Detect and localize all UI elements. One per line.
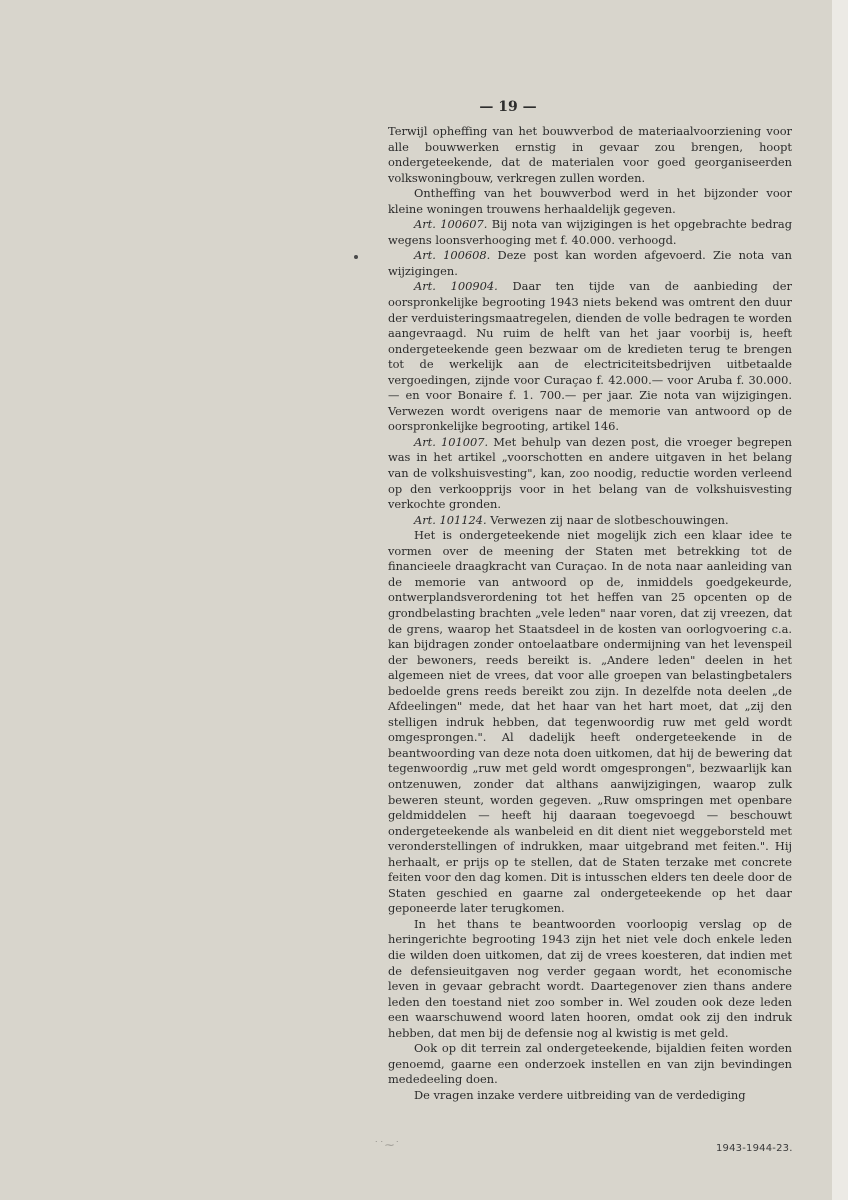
margin-dot xyxy=(354,255,358,259)
paragraph: Het is ondergeteekende niet mogelijk zich een klaar idee te vormen over de meening der Staten met betrekking tot de financieele draagkracht van Curaçao. In de nota naar aanleiding van de memorie van antwoord op de, inmiddels goedgekeurde, ontwerplandsverordening tot het heffen van 25 opcenten op de grondbelasting brachten „vele leden" naar voren, dat zij vreezen, dat de grens, waarop het Staatsdeel in de kosten van oorlogvoering c.a. kan bijdragen zonder ontoelaatbare ondermijning van het levenspeil der bewoners, reeds bereikt is. „Andere leden" deelen in het algemeen niet de vrees, dat voor alle groepen van belastingbetalers bedoelde grens reeds bereikt zou zijn. In dezelfde nota deelen „de Afdeelingen" mede, dat het haar van het hart moet, dat „zij den stelligen indruk hebben, dat tegenwoordig ruw met geld wordt omgesprongen.". Al dadelijk heeft ondergeteekende in de beantwoording van deze nota doen uitkomen, dat hij de bewering dat tegenwoordig „ruw met geld wordt omgesprongen", bezwaarlijk kan ontzenuwen, zonder dat althans aanwijzigingen, waarop zulk beweren steunt, worden gegeven. „Ruw omspringen met openbare geldmiddelen — heeft hij daaraan toegevoegd — beschouwt ondergeteekende als wanbeleid en dit dient niet weggeborsteld met veronderstellingen of indrukken, maar uitgebrand met feiten.". Hij herhaalt, er prijs op te stellen, dat de Staten terzake met concrete feiten voor den dag komen. Dit is intusschen elders ten deele door de Staten geschied en gaarne zal ondergeteekende op het daar geponeerde later terugkomen. xyxy=(388,528,792,916)
paragraph: Ontheffing van het bouwverbod werd in het bijzonder voor kleine woningen trouwens herhaaldelijk gegeven. xyxy=(388,186,792,216)
article-label: Art. 100904. xyxy=(414,279,498,294)
paragraph: De vragen inzake verdere uitbreiding van de verdediging xyxy=(414,1087,746,1102)
article-label: Art. 100607. xyxy=(414,217,488,232)
article-label: Art. 101007. xyxy=(414,434,489,449)
article-label: Art. 100608. xyxy=(414,248,491,263)
paragraph: Art. 100904. Daar ten tijde van de aanbieding der oorspronkelijke begrooting 1943 niets bekend was omtrent den duur der verduisteringsmaatregelen, dienden de volle bedragen te worden aangevraagd. Nu ruim de helft van het jaar voorbij is, heeft ondergeteekende geen bezwaar om de kredieten terug te brengen tot de werkelijk aan de electriciteitsbedrijven uitbetaalde vergoedingen, zijnde voor Curaçao f. 42.000.— voor Aruba f. 30.000.— en voor Bonaire f. 1. 700.— per jaar. Zie nota van wijzigingen. Verwezen wordt overigens naar de memorie van antwoord op de oorspronkelijke begrooting, artikel 146. xyxy=(388,279,792,434)
paragraph: Art. 100607. Bij nota van wijzigingen is het opgebrachte bedrag wegens loonsverhooging met f. 40.000. verhoogd. xyxy=(388,217,793,247)
paragraph: Terwijl opheffing van het bouwverbod de materiaalvoorziening voor alle bouwwerken ernstig in gevaar zou brengen, hoopt ondergeteekende, dat de materialen voor goed georganiseerden volkswoningbouw, verkregen zullen worden. xyxy=(388,124,792,185)
scan-edge xyxy=(832,0,848,1200)
footer-code: 1943-1944-23. xyxy=(716,1143,793,1154)
paragraph: In het thans te beantwoorden voorloopig verslag op de heringerichte begrooting 1943 zijn het niet vele doch enkele leden die wilden doen uitkomen, dat zij de vrees koesteren, dat indien met de defensieuitgaven nog verder gegaan wordt, het economische leven in gevaar gebracht wordt. Daartegenover zien thans andere leden den toestand niet zoo somber in. Wel zouden ook deze leden een waarschuwend woord laten hooren, omdat ook zij den indruk hebben, dat men bij de defensie nog al kwistig is met geld. xyxy=(388,916,792,1040)
body-text xyxy=(388,124,792,1103)
page-number: — 19 — xyxy=(479,99,537,115)
paragraph: Ook op dit terrein zal ondergeteekende, bijaldien feiten worden genoemd, gaarne een onderzoek instellen en van zijn bevindingen mededeeling doen. xyxy=(388,1041,792,1087)
footer-mark: ˙˙⁓˙ xyxy=(374,1141,401,1151)
article-label: Art. 101124. xyxy=(414,512,487,527)
paragraph: Art. 100608. Deze post kan worden afgevoerd. Zie nota van wijzigingen. xyxy=(388,248,793,278)
paragraph: Art. 101124. Verwezen zij naar de slotbeschouwingen. xyxy=(414,512,729,527)
paragraph: Art. 101007. Met behulp van dezen post, die vroeger begrepen was in het artikel „voorschotten en andere uitgaven in het belang van de volkshuisvesting", kan, zoo noodig, reductie worden verleend op den verkoopprijs voor in het belang van de volkshuisvesting verkochte gronden. xyxy=(388,434,793,512)
